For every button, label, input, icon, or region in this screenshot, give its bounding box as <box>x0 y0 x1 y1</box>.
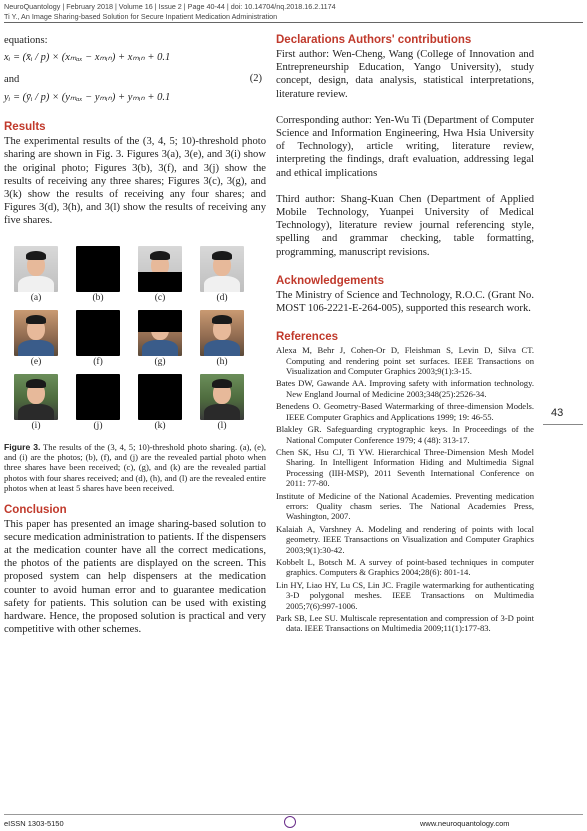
acknowledgements-paragraph: The Ministry of Science and Technology, R.O.C. (Grant No. MOST 106-2221-E-264-005), supported this research work. <box>276 289 534 315</box>
declarations-first-author: First author: Wen-Cheng, Wang (College of Innovation and Entrepreneurship Education, Yango University), study concept, design, data analysis, statistical interpretations, literature review. <box>276 49 534 100</box>
reference-item: Bates DW, Gawande AA. Improving safety with information technology. New England Journal of Medicine 2003;348(25):2526-34. <box>276 378 534 399</box>
figure-cell-d <box>200 246 244 310</box>
figure-cell-i <box>14 374 58 438</box>
left-column <box>4 34 266 636</box>
reference-item: Alexa M, Behr J, Cohen-Or D, Fleishman S, Levin D, Silva CT. Computing and rendering point set surfaces. IEEE Transactions on Visualization and Computer Graphics 2003;9(1):3-15. <box>276 345 534 377</box>
equation-number: (2) <box>249 73 262 85</box>
figure-cell-a <box>14 246 58 310</box>
photo-three-shares <box>76 374 120 420</box>
photo-five-shares <box>200 310 244 356</box>
equation-y: yᵢ = (ȳᵢ / p) × (yₘₐₓ − yₘᵢₙ) + yₘᵢₙ + 0.1 <box>4 92 171 104</box>
page-number-rule <box>543 424 583 425</box>
figure-label: (e) <box>30 356 42 367</box>
reference-item: Institute of Medicine of the National Academies. Preventing medication errors: Quality chasm series. The National Academies Press, Washington, 2007. <box>276 490 534 522</box>
reference-item: Kalaiah A, Varshney A. Modeling and rendering of points with local geometry. IEEE Transactions on Visualization and Computer Graphics 2003;9(1):30-42. <box>276 523 534 555</box>
figure-label: (a) <box>30 292 42 303</box>
photo-original-garden <box>14 374 58 420</box>
figure-cell-h <box>200 310 244 374</box>
figure-caption <box>4 442 266 494</box>
journal-logo-icon <box>284 816 296 828</box>
figure-label: (j) <box>93 420 103 431</box>
header-divider <box>4 22 583 23</box>
equations-intro: equations: <box>4 35 48 46</box>
acknowledgements-heading: Acknowledgements <box>276 274 384 287</box>
equation-and-row <box>4 73 266 87</box>
figure-cell-f <box>76 310 120 374</box>
running-header <box>4 2 564 21</box>
figure-cell-k <box>138 374 182 438</box>
footer-divider <box>4 814 583 815</box>
figure-cell-b <box>76 246 120 310</box>
page-number: 43 <box>551 407 564 419</box>
figure-label: (f) <box>93 356 103 367</box>
declarations-third-author: Third author: Shang-Kuan Chen (Department of Applied Mobile Technology, Yuanpei University of Medical Technology), literature review journal referencing style, spelling and grammar checking, table formatting, programming, manuscript revisions. <box>276 193 534 258</box>
figure-caption-label: Figure 3. <box>4 441 41 452</box>
photo-original-portrait <box>14 246 58 292</box>
photo-three-shares <box>76 310 120 356</box>
photo-five-shares <box>200 246 244 292</box>
photo-three-shares <box>76 246 120 292</box>
footer-url: www.neuroquantology.com <box>420 819 510 828</box>
reference-item: Lin HY, Liao HY, Lu CS, Lin JC. Fragile watermarking for authenticating 3-D polygonal meshes. IEEE Transactions on Multimedia 2005;7(6):997-1006. <box>276 579 534 611</box>
equation-x: xᵢ = (x̄ᵢ / p) × (xₘₐₓ − xₘᵢₙ) + xₘᵢₙ + 0.1 <box>4 52 171 64</box>
declarations-heading: Declarations Authors' contributions <box>276 34 472 46</box>
figure-3-grid <box>14 246 266 438</box>
figure-cell-l <box>200 374 244 438</box>
reference-item: Kobbelt L, Botsch M. A survey of point-based techniques in computer graphics. Computers & Graphics 2004;28(6): 801-14. <box>276 556 534 578</box>
figure-label: (l) <box>217 420 227 431</box>
header-journal-info: NeuroQuantology | February 2018 | Volume 16 | Issue 2 | Page 40-44 | doi: 10.14704/nq.2018.16.2.1174 <box>4 2 336 11</box>
right-column <box>276 34 534 636</box>
reference-item: Benedens O. Geometry-Based Watermarking of three-dimension Models. IEEE Computer Graphics and Applications 1999; 19: 46-55. <box>276 401 534 422</box>
photo-four-shares <box>138 374 182 420</box>
declarations-corresponding-author: Corresponding author: Yen-Wu Ti (Department of Computer Science and Information Engineering, Hwa Hsia University of Technology), article writing, literature review, interpreting the findings, draft evaluation, addressing legal and ethical implications <box>276 114 534 179</box>
figure-cell-g <box>138 310 182 374</box>
reference-item: Chen SK, Hsu CJ, Ti YW. Hierarchical Three-Dimension Mesh Model Sharing. In Intelligent Information Hiding and Multimedia Signal Processing (IIH-MSP), 2011 Seventh International Conference on 2011: 77-80. <box>276 446 534 489</box>
figure-cell-j <box>76 374 120 438</box>
figure-label: (c) <box>154 292 166 303</box>
equation-and: and <box>4 74 20 86</box>
results-paragraph: The experimental results of the (3, 4, 5; 10)-threshold photo sharing are shown in Fig. 3. Figures 3(a), 3(e), and 3(i) show the original photo; Figures 3(b), 3(f), and 3(j) show the results of receiving any three shares; Figures 3(c), 3(g), and 3(k) show the results of receiving any four shares; and Figures 3(d), 3(h), and 3(l) show the results of receiving any five shares. <box>4 136 266 227</box>
figure-label: (i) <box>31 420 41 431</box>
photo-five-shares <box>200 374 244 420</box>
photo-original-outdoor <box>14 310 58 356</box>
photo-four-shares <box>138 246 182 292</box>
references-heading: References <box>276 331 339 344</box>
results-heading: Results <box>4 121 46 134</box>
figure-caption-text: The results of the (3, 4, 5; 10)-threshold photo sharing. (a), (e), and (i) are the photos; (b), (f), and (j) are the revealed partial photo when three shares have been received; (c), (g), and (k) are the revealed partial photos with four shares received; and (d), (h), and (l) are the revealed entire photos when at least 5 shares have been received. <box>4 441 266 494</box>
conclusion-paragraph: This paper has presented an image sharing-based solution to secure medication administration to patients. If the dispensers at the medication counter have all the correct medications, the photos of the patients are displayed on the screen. This proposed system can help dispensers at the medication counter to avoid human error and to guarantee medication safety for patients. This solution can be used with existing hardware. Hence, the proposed solution is practical and very competitive with other schemes. <box>4 518 266 636</box>
conclusion-heading: Conclusion <box>4 503 67 516</box>
figure-label: (b) <box>92 292 104 303</box>
figure-cell-c <box>138 246 182 310</box>
figure-cell-e <box>14 310 58 374</box>
figure-label: (k) <box>154 420 166 431</box>
reference-item: Blakley GR. Safeguarding cryptographic keys. In Proceedings of the National Computer Conference 1979; 4 (48): 313-17. <box>276 424 534 445</box>
footer-issn: eISSN 1303-5150 <box>4 819 64 828</box>
figure-label: (g) <box>154 356 166 367</box>
figure-label: (h) <box>216 356 228 367</box>
header-article-title: Ti Y., An Image Sharing-based Solution for Secure Inpatient Medication Administration <box>4 11 278 21</box>
photo-four-shares <box>138 310 182 356</box>
references-list <box>276 345 534 634</box>
reference-item: Park SB, Lee SU. Multiscale representation and compression of 3-D point data. IEEE Transactions on Multimedia 2009;11(1):177-83. <box>276 613 534 634</box>
figure-label: (d) <box>216 292 228 303</box>
